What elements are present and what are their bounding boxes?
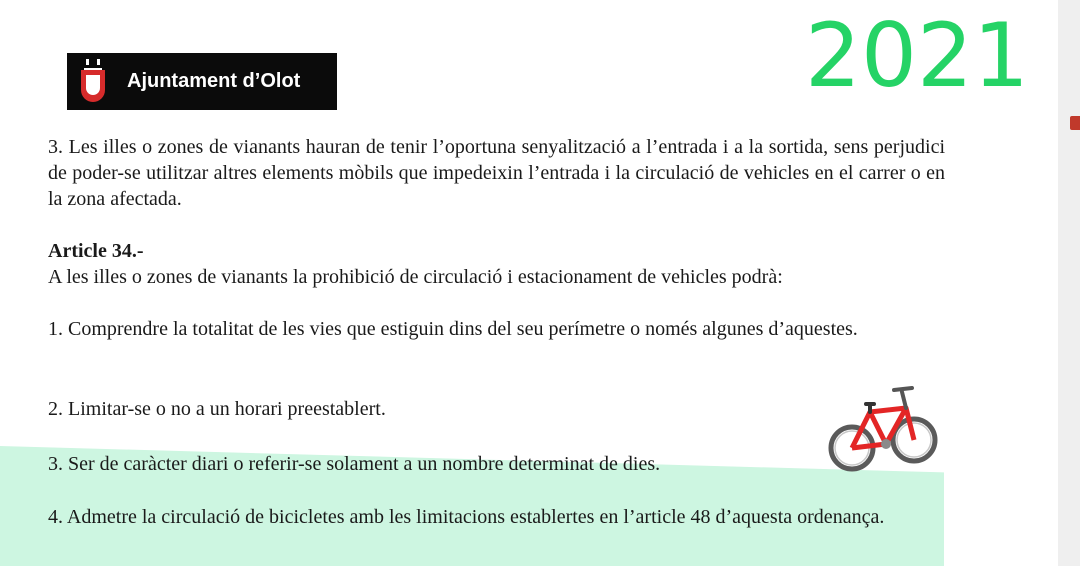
logo-text: Ajuntament d’Olot (127, 70, 301, 92)
shield-crest-icon (79, 58, 107, 106)
bicycle-icon (826, 378, 940, 476)
ajuntament-logo (67, 53, 337, 110)
article-heading: Article 34.- (48, 240, 144, 262)
list-item-2: 2. Limitar-se o no a un horari preestablert. (48, 398, 386, 420)
right-margin-strip (1058, 0, 1080, 566)
bookmark-marker (1070, 116, 1080, 130)
list-item-4: 4. Admetre la circulació de bicicletes amb les limitacions establertes en l’article 48 d’aquesta ordenança. (48, 506, 885, 528)
article-intro: A les illes o zones de vianants la prohibició de circulació i estacionament de vehicles podrà: (48, 266, 783, 288)
list-item-3: 3. Ser de caràcter diari o referir-se solament a un nombre determinat de dies. (48, 453, 661, 475)
paragraph-3: 3. Les illes o zones de vianants hauran de tenir l’oportuna senyalització a l’entrada i a la sortida, sens perjudici de poder-se utilitzar altres elements mòbils que impedeixin l’entrada i la circulació de vehicles en el carrer o en la zona afectada. (48, 136, 945, 210)
year-label: 2021 (805, 4, 1029, 107)
list-item-1: 1. Comprendre la totalitat de les vies que estiguin dins del seu perímetre o només algunes d’aquestes. (48, 318, 858, 340)
